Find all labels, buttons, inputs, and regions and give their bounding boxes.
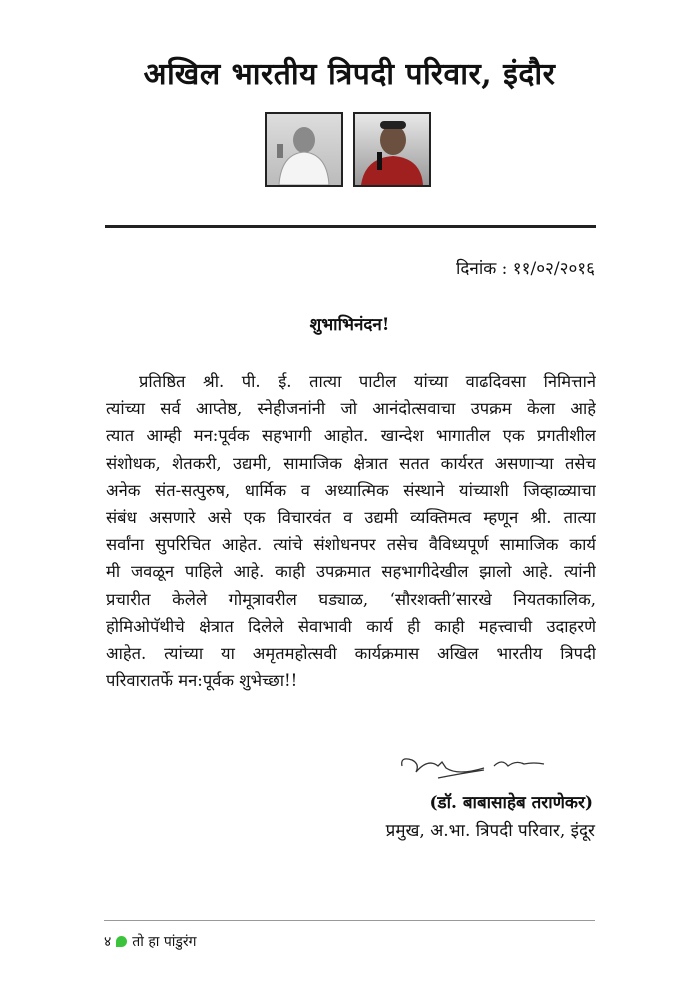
body-line: संशोधक, शेतकरी, उद्यमी, सामाजिक क्षेत्रात सतत कार्यरत असणाऱ्या तसेच (106, 453, 596, 473)
body-line: प्रचारीत केलेले गोमूत्रावरील घड्याळ, ‘सौरशक्ती’सारखे नियतकालिक, (106, 589, 596, 609)
body-line: त्यांच्या सर्व आप्तेष्ठ, स्नेहीजनांनी जो आनंदोत्सवाचा उपक्रम केला आहे (106, 399, 596, 419)
body-line: प्रतिष्ठित श्री. पी. ई. तात्या पाटील यांच्या वाढदिवसा निमित्ताने (139, 372, 596, 391)
letter-date: दिनांक : ११/०२/२०१६ (455, 259, 595, 279)
header-divider (105, 225, 596, 228)
book-title: तो हा पांडुरंग (132, 934, 197, 950)
page-footer (104, 932, 197, 951)
signatory-name: (डॉ. बाबासाहेब तराणेकर) (429, 793, 593, 813)
body-line: त्यात आम्ही मन:पूर्वक सहभागी आहोत. खान्देश भागातील एक प्रगतीशील (106, 426, 596, 446)
letter-heading: शुभाभिनंदन! (309, 315, 390, 335)
body-line: मी जवळून पाहिले आहे. काही उपक्रमात सहभागीदेखील झालो आहे. त्यांनी (106, 562, 596, 582)
body-line: परिवारातर्फे मन:पूर्वक शुभेच्छा!! (106, 671, 298, 691)
handwritten-signature (398, 752, 558, 786)
body-line: होमिओपॅथीचे क्षेत्रात दिलेले सेवाभावी कार्य ही काही महत्त्वाची उदाहरणे (106, 616, 596, 636)
letter-body (106, 368, 596, 694)
page-title: अखिल भारतीय त्रिपदी परिवार, इंदौर (143, 57, 556, 92)
signatory-role: प्रमुख, अ.भा. त्रिपदी परिवार, इंदूर (385, 821, 595, 841)
body-line: संबंध असणारे असे एक विचारवंत व उद्यमी व्यक्तिमत्व म्हणून श्री. तात्या (106, 508, 596, 528)
portrait-photo-speaker (353, 112, 431, 187)
footer-divider (104, 920, 595, 921)
body-line: अनेक संत-सत्पुरुष, धार्मिक व अध्यात्मिक संस्थाने यांच्याशी जिव्हाळ्याचा (106, 480, 596, 500)
body-line: आहेत. त्यांच्या या अमृतमहोत्सवी कार्यक्रमास अखिल भारतीय त्रिपदी (106, 644, 596, 664)
page-number: ४ (104, 934, 112, 950)
portrait-photo-saint (265, 112, 343, 187)
leaf-icon (116, 936, 127, 947)
body-line: सर्वांना सुपरिचित आहेत. त्यांचे संशोधनपर तसेच वैविध्यपूर्ण सामाजिक कार्य (106, 535, 596, 555)
